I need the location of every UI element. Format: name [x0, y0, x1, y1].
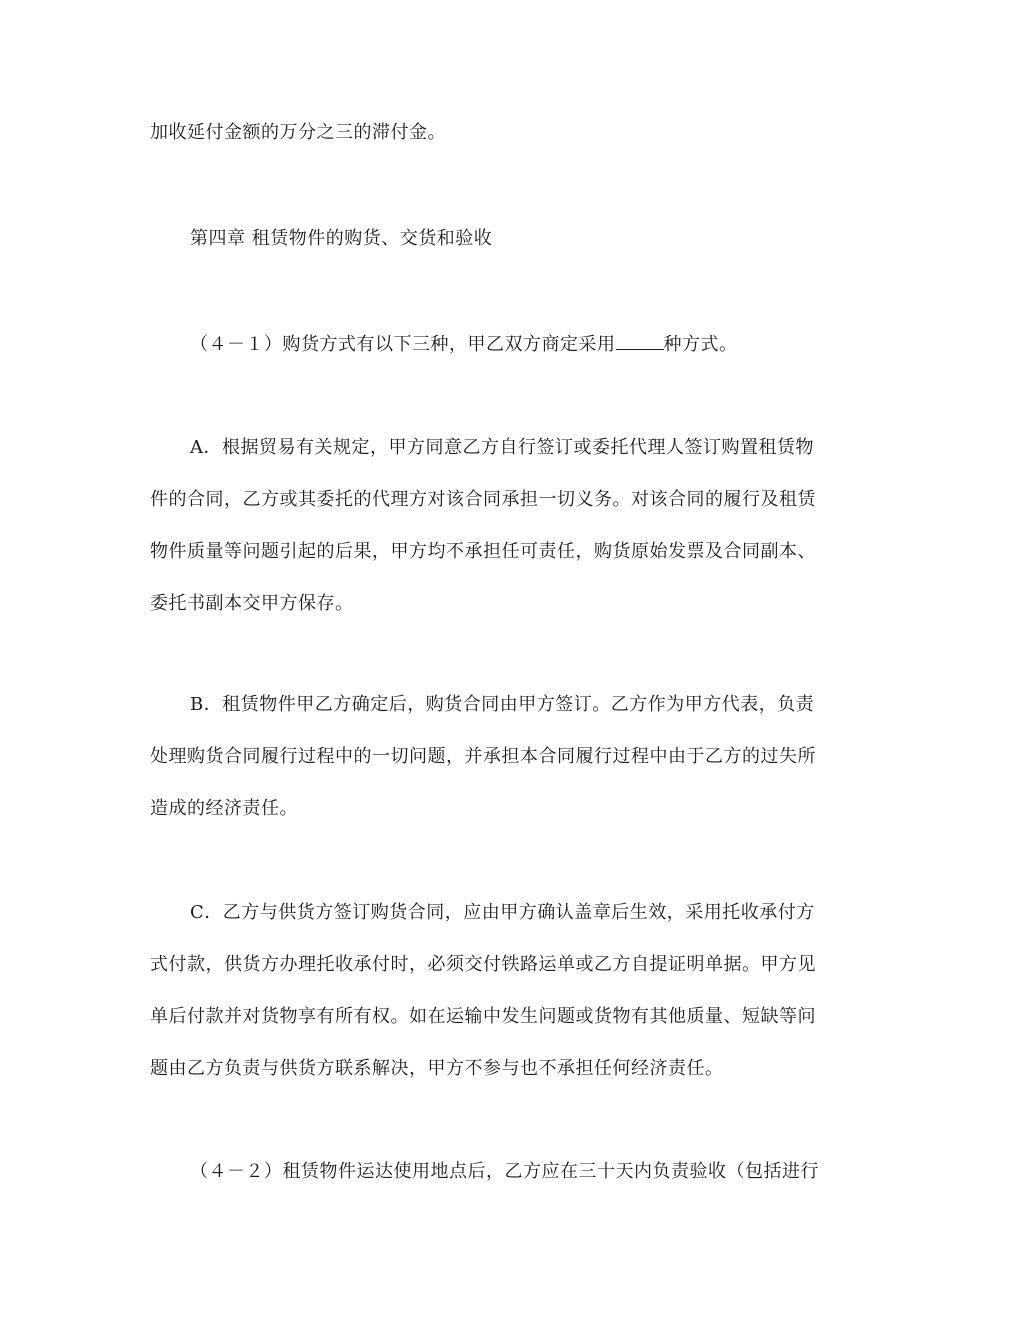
clause-b-line: 处理购货合同履行过程中的一切问题，并承担本合同履行过程中由于乙方的过失所: [150, 746, 816, 767]
fill-in-blank[interactable]: [616, 331, 664, 350]
clause-a-line: 件的合同，乙方或其委托的代理方对该合同承担一切义务。对该合同的履行及租赁: [150, 489, 816, 510]
clause-c-line: 题由乙方负责与供货方联系解决，甲方不参与也不承担任何经济责任。: [150, 1058, 724, 1079]
clause-b-line: B．租赁物件甲乙方确定后，购货合同由甲方签订。乙方作为甲方代表，负责: [190, 694, 815, 715]
clause-a-line: A．根据贸易有关规定，甲方同意乙方自行签订或委托代理人签订购置租赁物: [190, 437, 814, 458]
clause-c-line: 式付款，供货方办理托收承付时，必须交付铁路运单或乙方自提证明单据。甲方见: [150, 954, 816, 975]
clause-4-1: [190, 331, 880, 358]
clause-4-1-text: （４－１）购货方式有以下三种，甲乙双方商定采用: [190, 334, 616, 355]
clause-b-line: 造成的经济责任。: [150, 798, 298, 819]
paragraph-line: 加收延付金额的万分之三的滞付金。: [150, 122, 446, 143]
clause-4-1-tail: 种方式。: [663, 334, 738, 355]
chapter-heading: 第四章 租赁物件的购货、交货和验收: [190, 228, 493, 249]
clause-a-line: 物件质量等问题引起的后果，甲方均不承担任可责任，购货原始发票及合同副本、: [150, 541, 816, 562]
clause-c-line: 单后付款并对货物享有所有权。如在运输中发生问题或货物有其他质量、短缺等问: [150, 1006, 816, 1027]
clause-4-2: （４－２）租赁物件运达使用地点后，乙方应在三十天内负责验收（包括进行: [190, 1161, 819, 1182]
clause-a-line: 委托书副本交甲方保存。: [150, 593, 354, 614]
clause-c-line: C．乙方与供货方签订购货合同，应由甲方确认盖章后生效，采用托收承付方: [190, 902, 815, 923]
